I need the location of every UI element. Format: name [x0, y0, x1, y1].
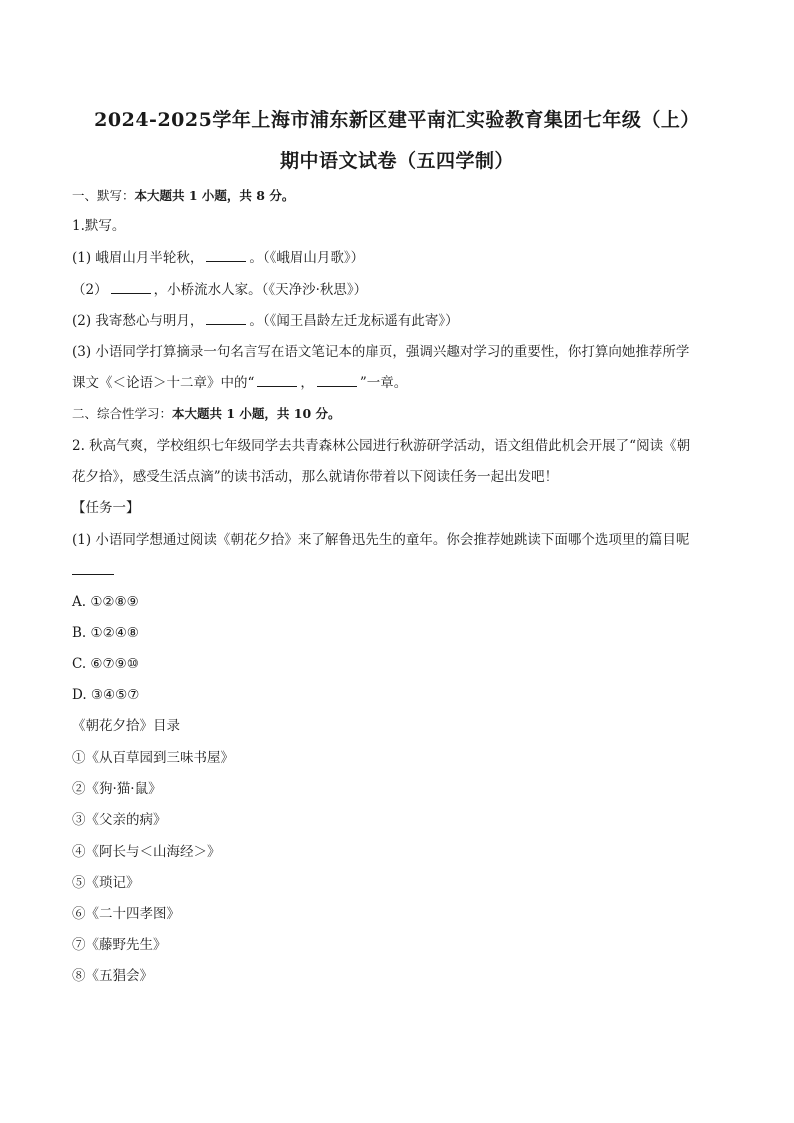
q2-line2: 花夕拾》，感受生活点滴”的读书活动，那么就请你带着以下阅读任务一起出发吧！ — [72, 469, 559, 485]
q1-item4-text-b: ， — [300, 375, 314, 391]
q1-item3-text-a: (2) 我寄愁心与明月， — [72, 313, 204, 329]
section2-body: 本大题共 1 小题，共 10 分。 — [172, 406, 341, 421]
q1-item1-text-b: 。（《峨眉山月歌》） — [249, 250, 365, 266]
option-d: D. ③④⑤⑦ — [72, 687, 140, 703]
q1-head: 1.默写。 — [72, 218, 126, 234]
q1-item3-text-b: 。（《闻王昌龄左迁龙标遥有此寄》） — [249, 313, 459, 329]
section2-heading — [72, 404, 341, 424]
task-label: 【任务一】 — [72, 500, 140, 516]
fill-blank[interactable] — [111, 279, 151, 294]
fill-blank[interactable] — [206, 247, 246, 262]
answer-blank-line[interactable] — [72, 574, 114, 575]
q1-item2 — [72, 279, 367, 300]
toc-item: ④《阿长与＜山海经＞》 — [72, 844, 221, 860]
option-b: B. ①②④⑧ — [72, 625, 139, 641]
toc-item: ⑥《二十四孝图》 — [72, 906, 180, 922]
toc-item: ②《狗·猫·鼠》 — [72, 781, 162, 797]
toc-title: 《朝花夕拾》目录 — [72, 718, 180, 734]
section1-heading — [72, 186, 294, 206]
q1-item4-line2 — [72, 372, 407, 393]
section1-prefix: 一、默写： — [72, 188, 135, 203]
exam-title-line2: 期中语文试卷（五四学制） — [279, 150, 514, 172]
section2-prefix: 二、综合性学习： — [72, 406, 173, 421]
q1-item4-line1: (3) 小语同学打算摘录一句名言写在语文笔记本的扉页，强调兴趣对学习的重要性，你打算向她推荐所学 — [72, 344, 690, 360]
fill-blank[interactable] — [257, 372, 297, 387]
fill-blank[interactable] — [317, 372, 357, 387]
toc-item: ③《父亲的病》 — [72, 812, 167, 828]
toc-item: ⑦《藤野先生》 — [72, 937, 167, 953]
q1-item1 — [72, 247, 364, 268]
toc-item: ⑤《琐记》 — [72, 875, 140, 891]
section1-body: 本大题共 1 小题，共 8 分。 — [134, 188, 295, 203]
q1-item3 — [72, 310, 459, 331]
q1-item1-text-a: (1) 峨眉山月半轮秋， — [72, 250, 204, 266]
q1-item2-text-b: ，小桥流水人家。（《天净沙·秋思》） — [153, 282, 368, 298]
q2-line1: 2. 秋高气爽，学校组织七年级同学去共青森林公园进行秋游研学活动，语文组借此机会开展了“阅读《朝 — [72, 438, 691, 454]
q1-item4-text-c: ”一章。 — [359, 375, 408, 391]
fill-blank[interactable] — [206, 310, 246, 325]
option-c: C. ⑥⑦⑨⑩ — [72, 656, 139, 672]
q1-item2-text-a: （2） — [72, 282, 108, 298]
task-question: (1) 小语同学想通过阅读《朝花夕拾》来了解鲁迅先生的童年。你会推荐她跳读下面哪个选项里的篇目呢 — [72, 532, 690, 548]
q1-item4-text-a: 课文《＜论语＞十二章》中的“ — [72, 375, 255, 391]
toc-item: ⑧《五猖会》 — [72, 968, 153, 984]
toc-item: ①《从百草园到三味书屋》 — [72, 750, 234, 766]
exam-title-line1: 2024-2025学年上海市浦东新区建平南汇实验教育集团七年级（上） — [94, 109, 700, 131]
option-a: A. ①②⑧⑨ — [72, 594, 139, 610]
